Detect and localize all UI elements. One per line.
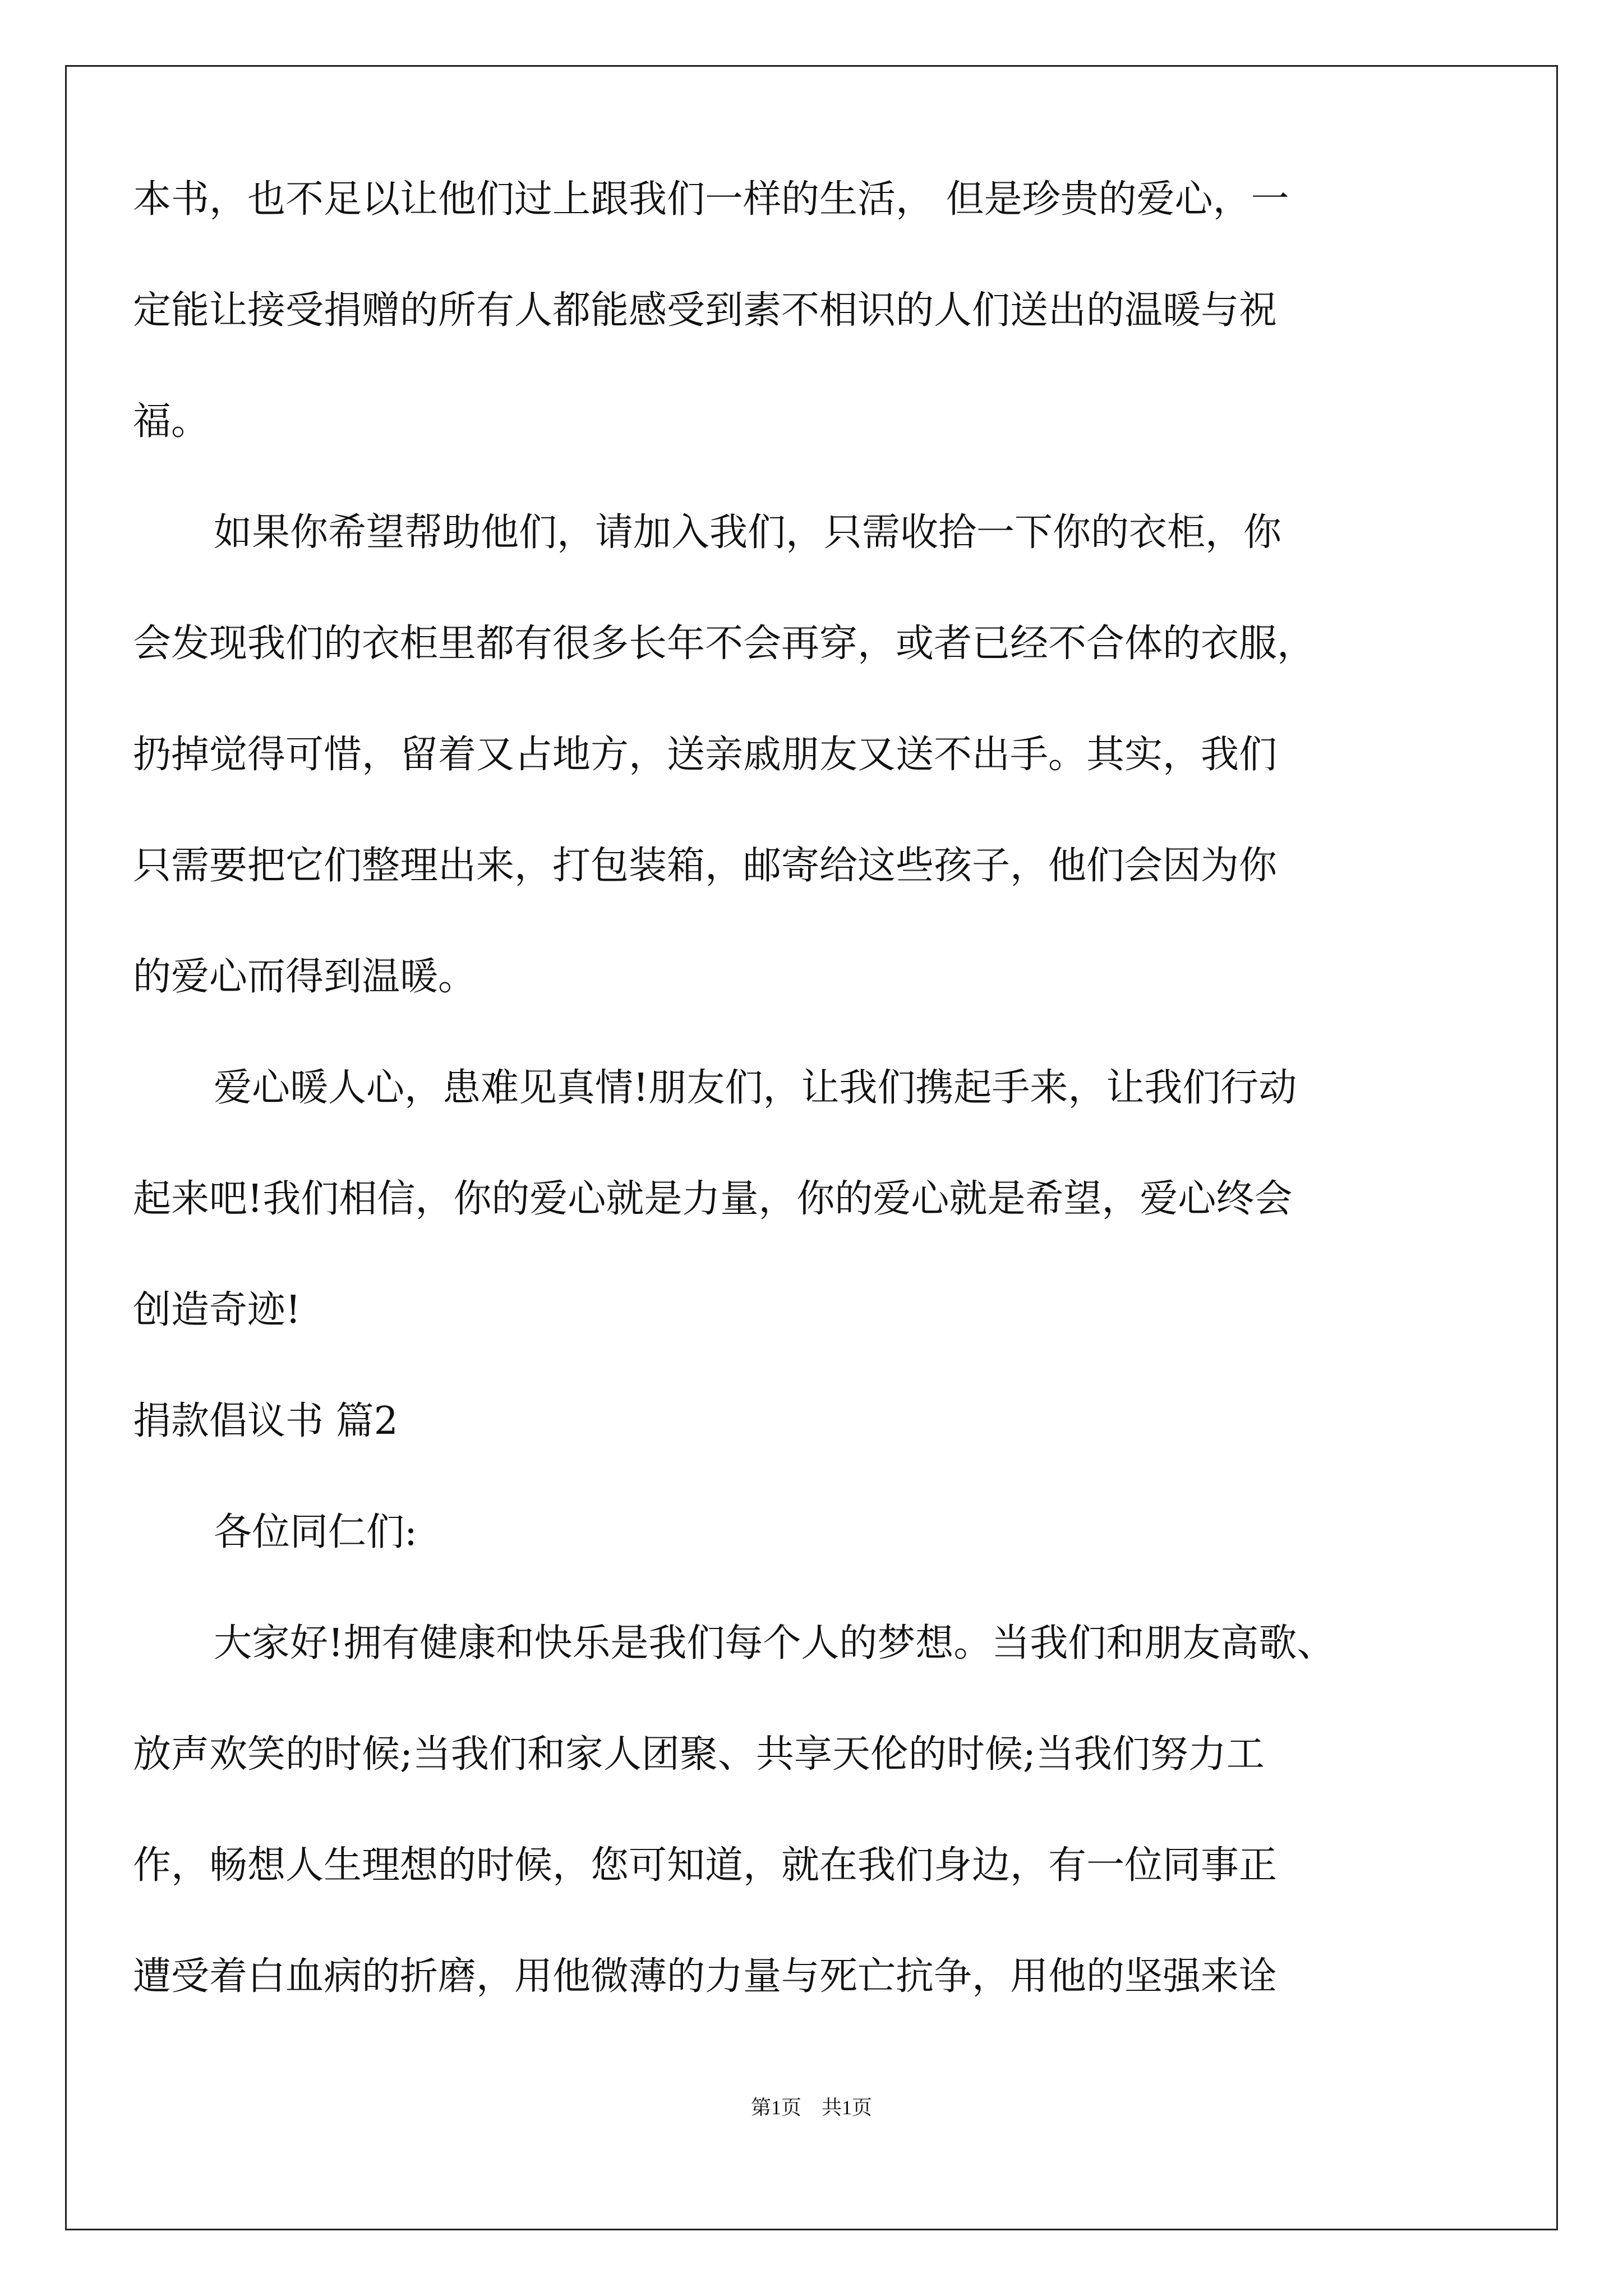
text-line: 扔掉觉得可惜，留着又占地方，送亲戚朋友又送不出手。其实，我们	[133, 733, 1278, 777]
text-line: 作，畅想人生理想的时候，您可知道，就在我们身边，有一位同事正	[133, 1843, 1278, 1888]
section-heading: 捐款倡议书 篇2	[133, 1399, 398, 1443]
salutation: 各位同仁们:	[214, 1510, 417, 1554]
paragraph-first-line: 大家好!拥有健康和快乐是我们每个人的梦想。当我们和朋友高歌、	[214, 1621, 1335, 1665]
text-line: 定能让接受捐赠的所有人都能感受到素不相识的人们送出的温暖与祝	[133, 288, 1278, 333]
text-line: 本书，也不足以让他们过上跟我们一样的生活， 但是珍贵的爱心，一	[133, 177, 1289, 222]
page-border	[65, 65, 1558, 2230]
paragraph-first-line: 如果你希望帮助他们，请加入我们，只需收拾一下你的衣柜，你	[214, 510, 1282, 555]
text-line: 的爱心而得到温暖。	[133, 955, 477, 999]
text-line: 会发现我们的衣柜里都有很多长年不会再穿，或者已经不合体的衣服，	[133, 622, 1316, 666]
text-line: 福。	[133, 399, 210, 444]
page-footer: 第1页 共1页	[750, 2096, 872, 2119]
text-line: 创造奇迹!	[133, 1288, 301, 1332]
text-line: 遭受着白血病的折磨，用他微薄的力量与死亡抗争，用他的坚强来诠	[133, 1954, 1278, 1999]
text-line: 起来吧!我们相信，你的爱心就是力量，你的爱心就是希望，爱心终会	[133, 1177, 1293, 1221]
text-line: 放声欢笑的时候;当我们和家人团聚、共享天伦的时候;当我们努力工	[133, 1732, 1265, 1777]
paragraph-first-line: 爱心暖人心，患难见真情!朋友们，让我们携起手来，让我们行动	[214, 1066, 1297, 1110]
text-line: 只需要把它们整理出来，打包装箱，邮寄给这些孩子，他们会因为你	[133, 844, 1278, 888]
